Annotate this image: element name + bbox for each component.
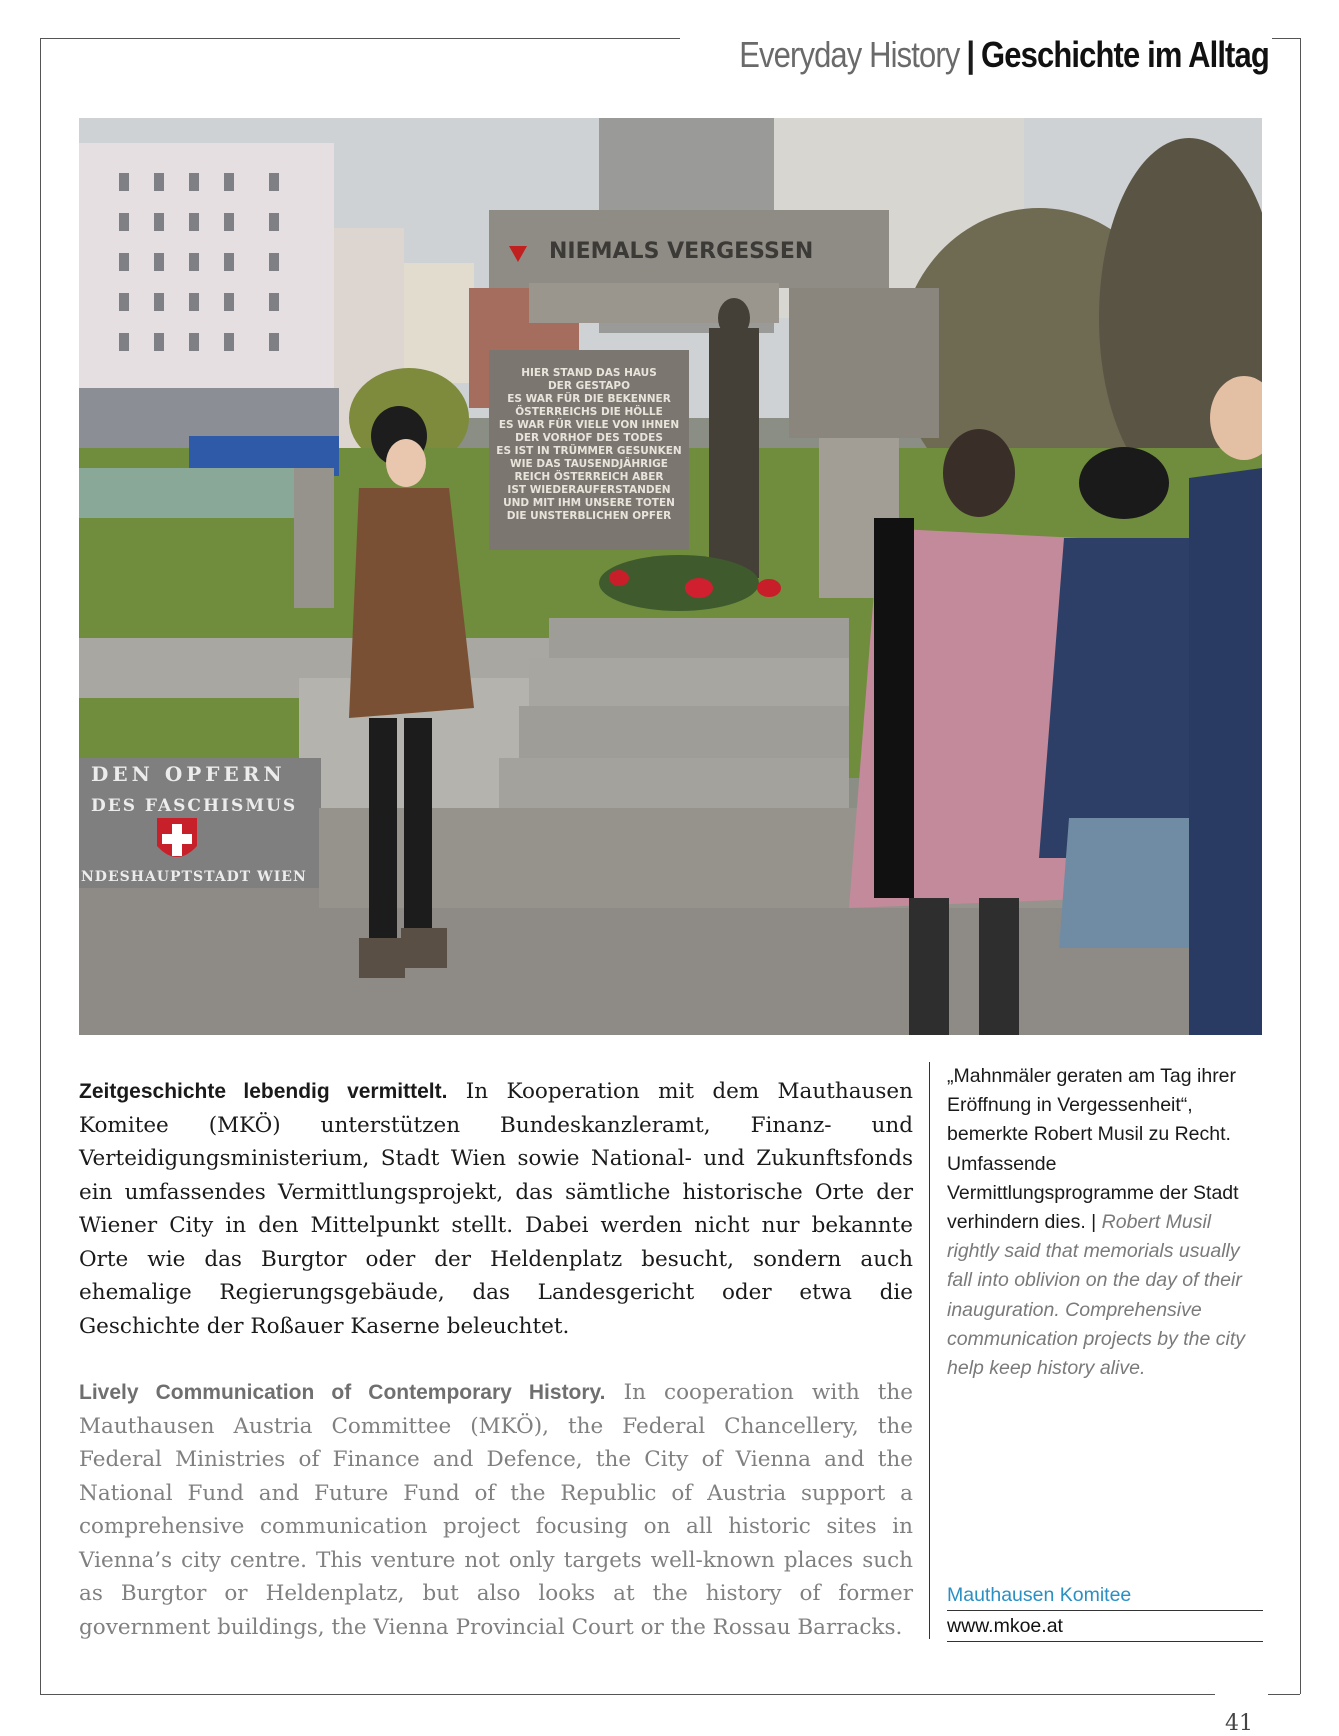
sign-line-3: NDESHAUPTSTADT WIEN [81, 869, 307, 885]
header-title-de: Geschichte im Alltag [981, 34, 1269, 75]
mkoe-website-link[interactable]: www.mkoe.at [947, 1615, 1263, 1642]
plaque-line: DER VORHOF DES TODES [515, 432, 663, 444]
article-body-en: In cooperation with the Mauthausen Austria Committee (MKÖ), the Federal Chancellery, the Federal Ministries of Finance and Defence, the City of Vienna and the National Fund and Future Fund of the Republic of Austria support a comprehensive communication project focusing on all historic sites in Vienna’s city centre. This venture not only targets well-known places such as Burgtor or Heldenplatz, but also looks at the history of former government buildings, the Vienna Provincial Court or the Rossau Barracks. [79, 1380, 913, 1640]
frame-line-top [40, 38, 680, 39]
sign-line-2: DES FASCHISMUS [91, 796, 298, 816]
article-lead-en: Lively Communication of Contemporary History. [79, 1381, 606, 1404]
plaque-line: REICH ÖSTERREICH ABER [514, 471, 664, 483]
memorial-photo [79, 118, 1262, 1035]
plaque-line: DIE UNSTERBLICHEN OPFER [506, 510, 672, 522]
frame-line-bottom [40, 1694, 1215, 1695]
sidebar [947, 1062, 1263, 1637]
sidebar-quote [947, 1062, 1263, 1383]
frame-line-bottom-right [1268, 1694, 1300, 1695]
sidebar-quote-en: Robert Musil rightly said that memorials usually fall into oblivion on the day of their inauguration. Comprehensive communication projects by the city help keep history alive. [947, 1211, 1246, 1380]
header-separator: | [966, 34, 975, 75]
article-lead-de: Zeitgeschichte lebendig vermittelt. [79, 1080, 448, 1103]
memorial-top-inscription: NIEMALS VERGESSEN [549, 239, 814, 264]
plaque-line: DER GESTAPO [547, 380, 631, 392]
article-column [79, 1075, 913, 1644]
plaque-line: ES WAR FÜR DIE BEKENNER [507, 393, 671, 405]
plaque-line: HIER STAND DAS HAUS [521, 367, 657, 379]
frame-line-top-right [1272, 38, 1300, 39]
column-divider [929, 1062, 930, 1639]
article-body-de: In Kooperation mit dem Mauthausen Komitee (MKÖ) unterstützen Bundeskanzleramt, Finanz- und Verteidigungsministerium, Stadt Wien sowie National- und Zukunftsfonds ein umfassendes Vermittlungsprojekt, das sämtliche historische Orte der Wiener City in den Mittelpunkt stellt. Dabei werden nicht nur bekannte Orte wie das Burgtor oder der Heldenplatz besucht, sondern auch ehemalige Regierungsgebäude, das Landesgericht oder etwa die Geschichte der Roßauer Kaserne beleuchtet. [79, 1079, 913, 1339]
frame-line-left [40, 38, 41, 1694]
plaque-line: IST WIEDERAUFERSTANDEN [507, 484, 671, 496]
article-paragraph-de [79, 1075, 913, 1343]
frame-line-right [1300, 38, 1301, 1694]
plaque-line: WIE DAS TAUSENDJÄHRIGE [510, 458, 668, 470]
article-paragraph-en [79, 1376, 913, 1644]
plaque-line: ÖSTERREICHS DIE HÖLLE [515, 406, 663, 418]
sign-line-1: DEN OPFERN [91, 762, 286, 786]
plaque-line: UND MIT IHM UNSERE TOTEN [503, 497, 675, 509]
page-number: 41 [1225, 1711, 1253, 1736]
plaque-line: ES WAR FÜR VIELE VON IHNEN [498, 419, 680, 431]
header-title-en: Everyday History [739, 34, 960, 75]
section-header [727, 30, 1269, 80]
plaque-line: ES IST IN TRÜMMER GESUNKEN [496, 445, 682, 457]
sidebar-quote-de: „Mahnmäler geraten am Tag ihrer Eröffnung in Vergessenheit“, bemerkte Robert Musil zu Recht. Umfassende Vermittlungsprogramme der Stadt verhindern dies. | [947, 1065, 1239, 1234]
mauthausen-komitee-link[interactable]: Mauthausen Komitee [947, 1584, 1263, 1611]
